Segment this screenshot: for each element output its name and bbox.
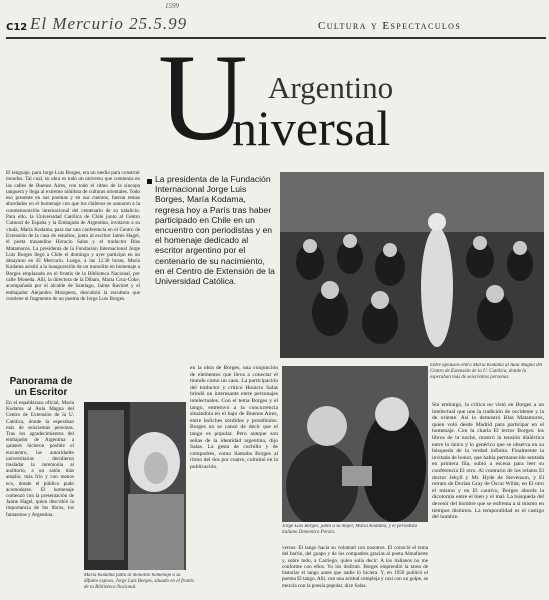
- audience-image: [280, 172, 544, 358]
- section-title: Cultura y Espectaculos: [318, 20, 462, 32]
- body-column-middle: en la obra de Borges, una conjunción de elementos que lleva a conectar el mundo como un caos. La participación del traductor y crítico Horacio Salas brindó un interesante entre personajes intelectuales. Con el tema Borges y el tango, entretuvo a la concurrencia situándola en el bajo de Buenos Aires, entre boliches sórdidos y prostíbulos. Borges no se cansó de decir que el tango es popular. Pero aunque son señas de la identidad argentina, dijo Salas. La gesta de cuchillo y de compadres, como llamaba Borges al ritmo del dos por cuatro, culminó en la publicación.: [190, 365, 278, 470]
- panorama-text: En el espaldarazo oficial, María Kodama al Aula Magna del Centro de Extensión de la U. Católica, donde la esperaban más de seiscientas personas. Tras los agradecimientos del embajador de Argentina a quienes hicieron posible el encuentro, las autoridades universitarias decidieron trasladar la ceremonia al auditorio, a un salón más amplio, más frío y con menos eco, donde el público pudo acomodarse. El homenaje comenzó con la presentación de Jaime Hagel, quien describió la importancia de los libros, los fantasmas y Argentina.: [6, 400, 74, 518]
- handwritten-note: 1599: [165, 2, 179, 10]
- kodama-image: [84, 402, 186, 570]
- handwritten-date: El Mercurio 25.5.99: [30, 14, 188, 33]
- photo-audience: [280, 172, 544, 358]
- body-column-bottom: versos: El tango hacía su voluntad con nosotros. El conoció el tema del barrio, del guapo y de los compadres gracias al poeta Almafuerte y, sobre todo, a Carriego, quien solía decir: A los italianos no me conforme con ellos. Yo los disfruto. Borges emprendió la tarea de historiar el tango antes que nadie lo hiciera. Y, en 1950 publicó el poema El tango. Allí, con una actitud compleja y casi con un golpe, se mezcla con la poesía popular, dice Salas.: [282, 545, 428, 589]
- body-column-right: Sin embargo, la crítica no vistó en Borges a un intelectual que une la tradición de occidente y la de oriente. Así lo demostró Blas Matamoros, quien voló desde Madrid para participar en el homenaje. Con la charla El lector Borges: los libros de la noche, mostró la tensión dialéctica entre lo único y lo genérico que se observa en su búsqueda de la verdad infinita. Finalmente la invitada de honor, que había permanecido sentada en primera fila, subió a escena para leer su conferencia El otro. Al contrario de los relatos El doctor Jekyll y Mr. Hyde de Stevenson, y El retrato de Dorian Gray de Oscar Wilde, en El otro el mismo y en El cautivo, Borges aborda la dicotomía entre el bien y el mal. La búsqueda del devenir del hombre que se enfrenta a sí mismo en tiempos distintos. La temporalidad es el castigo del hombre.: [432, 402, 544, 521]
- headline-big-letter: U: [158, 29, 248, 166]
- borges-image: [282, 366, 428, 522]
- photo-kodama-monolith: [84, 402, 186, 570]
- photo-borges-kodama: [282, 366, 428, 522]
- lead-bullet: [147, 179, 152, 184]
- caption-kodama: María Kodama junto al monolito homenaje a su difunto esposo, Jorge Luis Borges, situado en el frontis de la Biblioteca Nacional.: [84, 573, 194, 590]
- body-column-left: El lenguaje, para Jorge Luis Borges, era un medio para construir mundos. Tal cual, su obra es todo un universo que comienza en las calles de Buenos Aires, con todo el ritmo de la síncopa tanguera y llega al extremo nihilista de culturas orientales. Todo eso presente en sus poemas y en sus cuentos, fueron temas abordados en el homenaje con que los chilenos se sumaron a la conmemoración internacional del centenario de su natalicio. Para ello, la Universidad Católica de Chile junto al Centro Cultural de España y la Embajada de Argentina, invitaron a su viuda, María Kodama, para dar una conferencia en el Centro de Extensión de la casa de estudios, junto al escritor Jaime Hagel, el poeta trasandino Horacio Salas y el traductor Blas Matamoros. La presidenta de la Fundación Internacional Jorge Luis Borges llegó a Chile el domingo y ayer participó en un desayuno en El Mercurio. Luego, a las 12.30 horas, María Kodama asistió a la inauguración de un monolito en homenaje a Borges emplazado en el frontis de la Biblioteca Nacional, por calle Moneda. Allí, la directora de la Dibam, Marta Cruz-Coke, acompañada por el alcalde de Santiago, Jaime Ravinet y el embajador Alejandro Mosquera, descubrió la escultura que contiene el fragmento de un poema de Jorge Luis Borges.: [6, 170, 140, 302]
- headline-kicker: Argentino: [268, 70, 394, 105]
- panorama-title: Panorama de un Escritor: [9, 376, 73, 398]
- header-rule: [6, 37, 546, 39]
- headline-rest: niversal: [232, 100, 391, 156]
- lead-paragraph: La presidenta de la Fundación Internacional Jorge Luis Borges, María Kodama, regresa hoy a París tras haber participado en Chile en un encuentro con periodistas y en el homenaje dedicado al escritor argentino por el centenario de su nacimiento, en el Centro de Extensión de la Universidad Católica.: [155, 174, 275, 287]
- caption-audience: Entre aplausos entró María Kodama al Aula Magna del Centro de Extensión de la U. Católica, donde la esperaban más de seiscientas personas.: [430, 363, 543, 380]
- caption-borges: Jorge Luis Borges, junto a su mujer, María Kodama, y el periodista italiano Domenico Porzio.: [282, 524, 418, 535]
- page-number: C12: [6, 22, 28, 33]
